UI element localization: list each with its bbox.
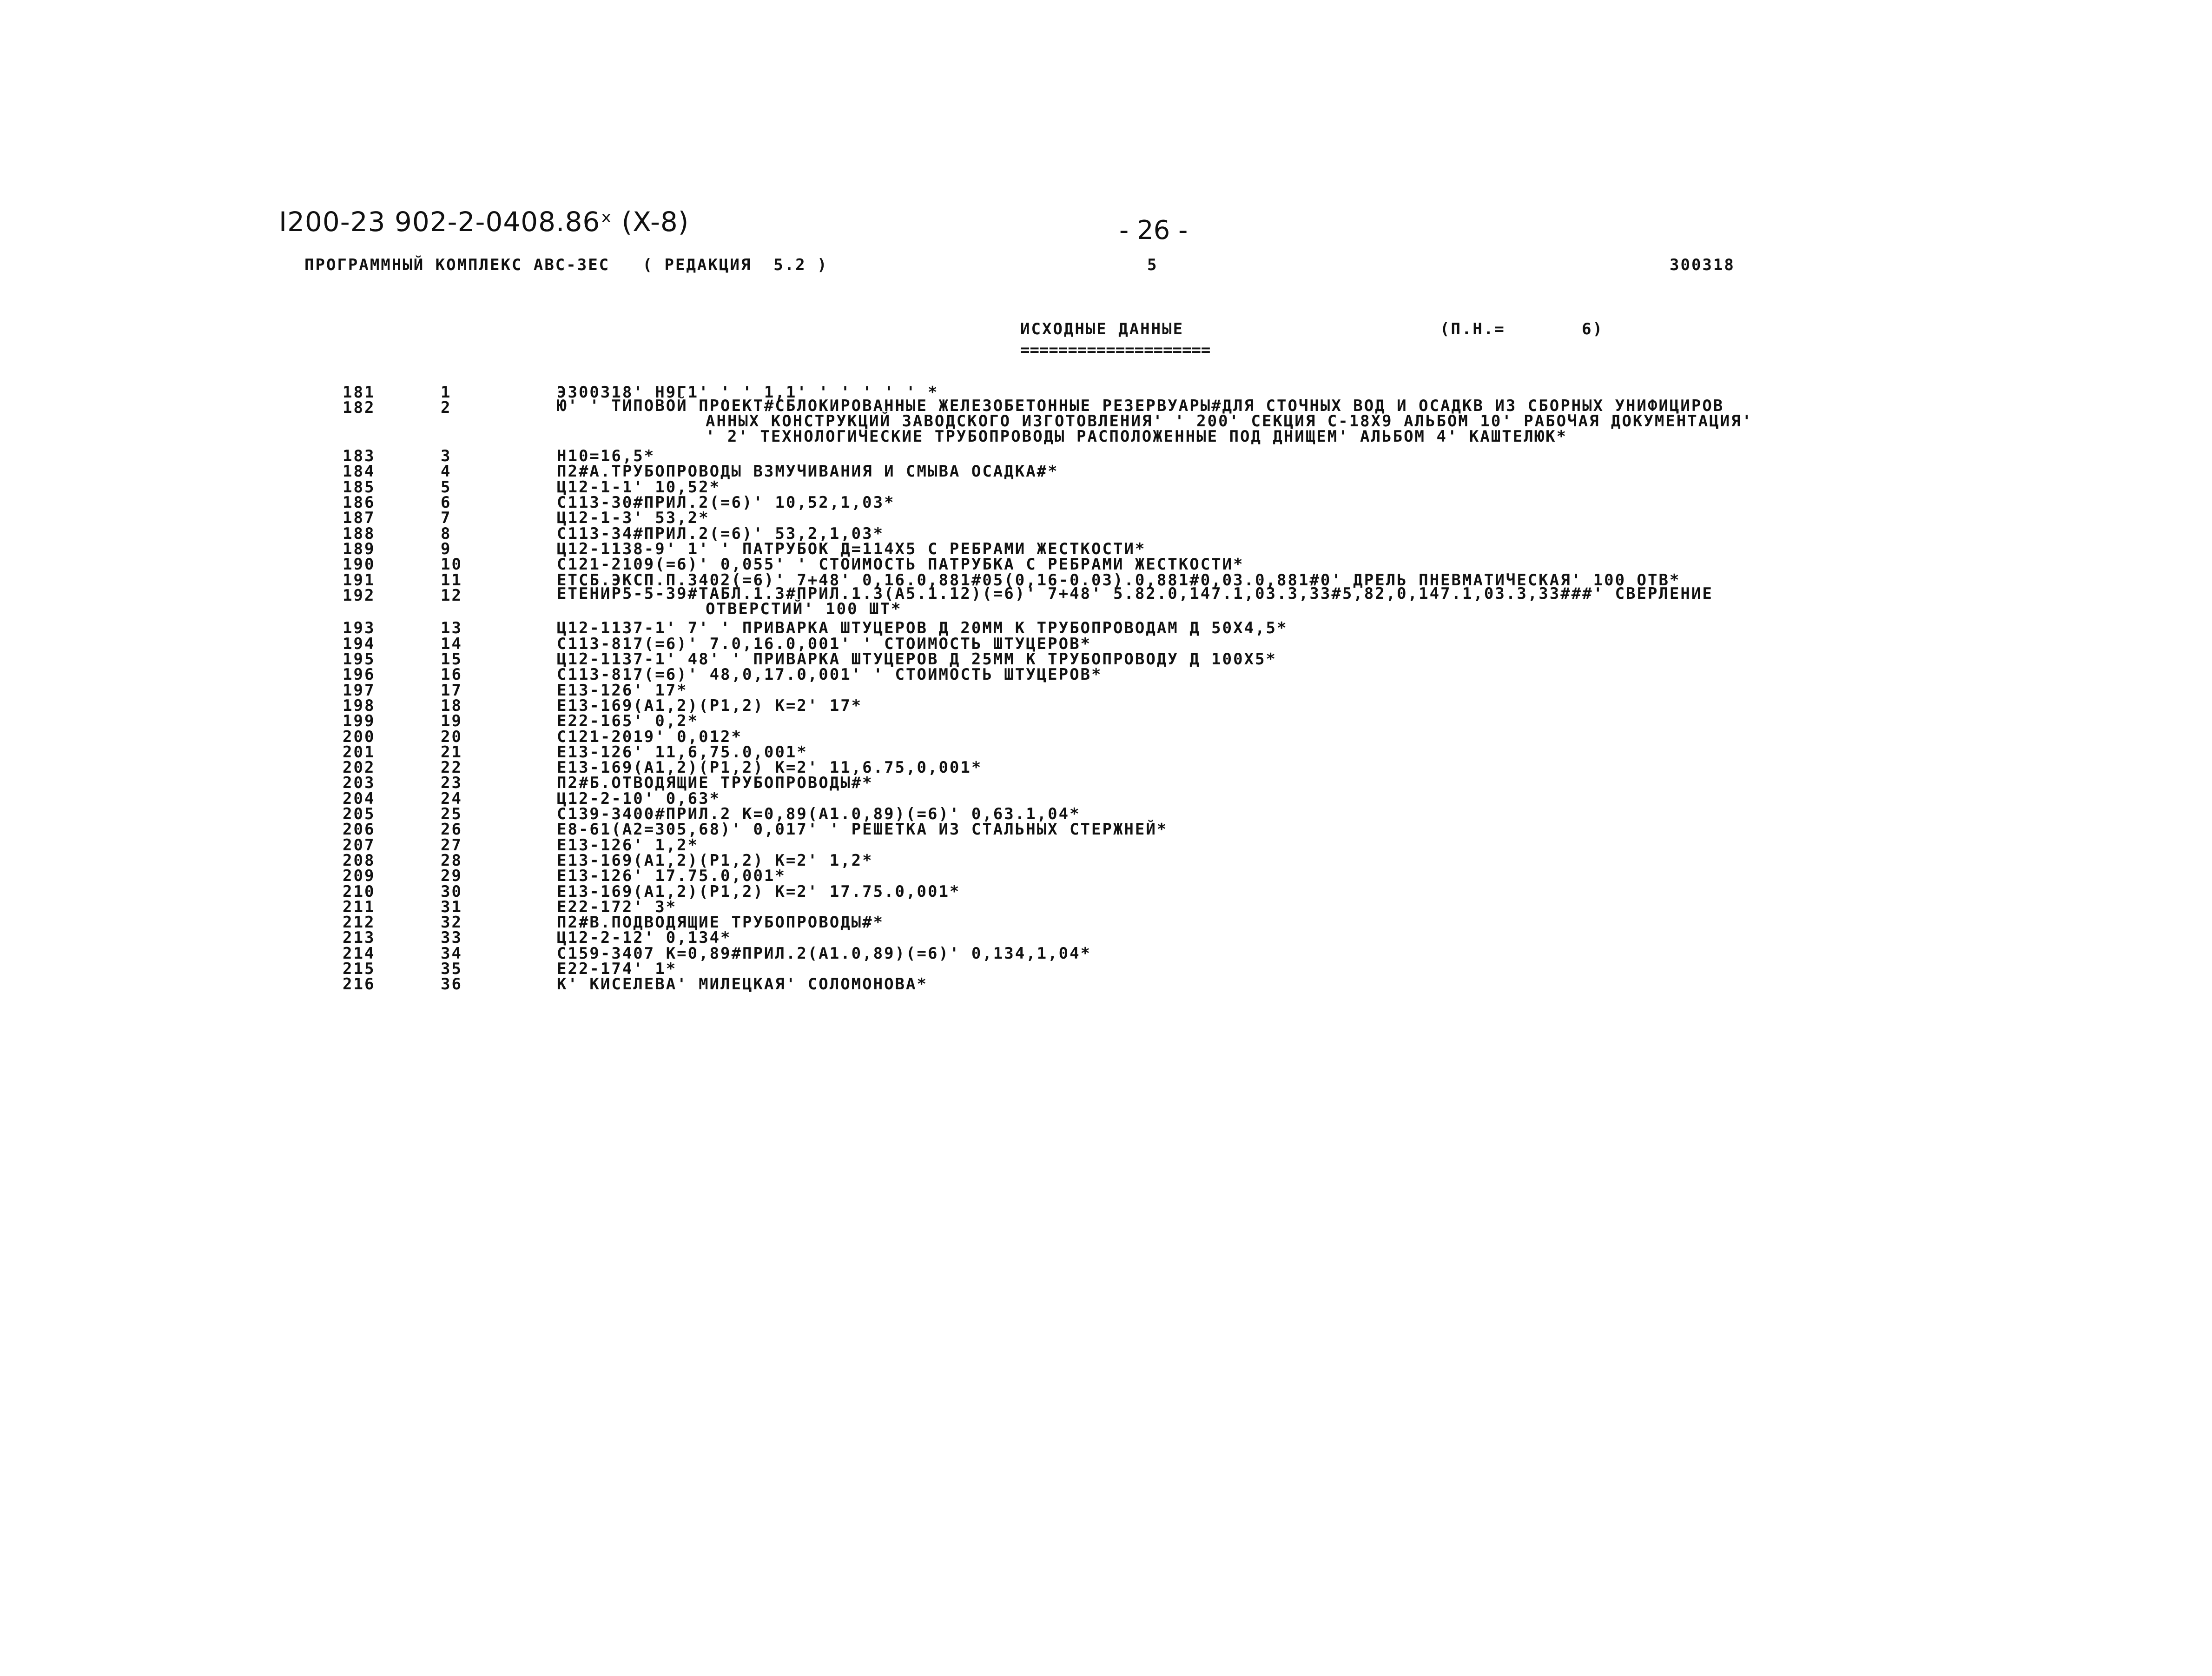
listing-row	[0, 758, 2212, 777]
listing-row	[0, 805, 2212, 824]
row-sequence-number: 191	[343, 570, 376, 590]
row-sequence-number: 194	[343, 634, 376, 653]
row-text-line: Е13-126' 17.75.0,001*	[557, 867, 786, 886]
sheet-number: 5	[1147, 256, 1158, 274]
row-line-number: 13	[441, 619, 462, 638]
row-text-line: С139-3400#ПРИЛ.2 К=0,89(А1.0,89)(=6)' 0,63.1,04*	[557, 805, 1081, 824]
row-sequence-number: 214	[343, 944, 376, 963]
row-sequence-number: 183	[343, 447, 376, 466]
listing-row	[0, 462, 2212, 481]
row-sequence-number: 204	[343, 789, 376, 808]
row-sequence-number: 202	[343, 758, 376, 777]
row-text-continuation: ' 2' ТЕХНОЛОГИЧЕСКИЕ ТРУБОПРОВОДЫ РАСПОЛОЖЕННЫЕ ПОД ДНИЩЕМ' АЛЬБОМ 4' КАШТЕЛЮК*	[706, 427, 1568, 446]
listing-row	[0, 447, 2212, 466]
row-text-line: Е13-126' 1,2*	[557, 835, 699, 855]
row-sequence-number: 192	[343, 586, 376, 605]
row-sequence-number: 199	[343, 712, 376, 731]
row-sequence-number: 193	[343, 619, 376, 638]
row-text-line: Е13-126' 11,6,75.0,001*	[557, 742, 808, 762]
row-line-number: 22	[441, 758, 462, 777]
row-line-number: 9	[441, 539, 452, 558]
listing-row	[0, 555, 2212, 574]
row-text-line: С113-34#ПРИЛ.2(=6)' 53,2,1,03*	[557, 524, 885, 543]
section-pn: (П.Н.= 6)	[1440, 320, 1604, 338]
row-sequence-number: 187	[343, 509, 376, 528]
listing-row	[0, 681, 2212, 700]
listing-row	[0, 619, 2212, 638]
row-line-number: 17	[441, 681, 462, 700]
listing-row	[0, 897, 2212, 916]
listing-row	[0, 586, 2212, 619]
row-sequence-number: 209	[343, 867, 376, 886]
row-sequence-number: 185	[343, 477, 376, 497]
row-line-number: 12	[441, 586, 462, 605]
row-sequence-number: 213	[343, 928, 376, 947]
row-text-line: Ц12-1137-1' 48' ' ПРИВАРКА ШТУЦЕРОВ Д 25ММ К ТРУБОПРОВОДУ Д 100Х5*	[557, 650, 1277, 669]
row-line-number: 23	[441, 774, 462, 793]
listing-row	[0, 742, 2212, 762]
row-sequence-number: 208	[343, 851, 376, 870]
row-text-line: Е13-169(А1,2)(Р1,2) К=2' 11,6.75,0,001*	[557, 758, 983, 777]
row-sequence-number: 186	[343, 493, 376, 512]
row-sequence-number: 211	[343, 897, 376, 916]
row-line-number: 34	[441, 944, 462, 963]
row-line-number: 5	[441, 477, 452, 497]
row-text-continuation: АННЫХ КОНСТРУКЦИЙ ЗАВОДСКОГО ИЗГОТОВЛЕНИЯ' ' 200' СЕКЦИЯ С-18Х9 АЛЬБОМ 10' РАБОЧАЯ ДОКУМЕНТАЦИЯ'	[706, 412, 1753, 431]
row-line-number: 29	[441, 867, 462, 886]
row-sequence-number: 207	[343, 835, 376, 855]
row-text	[557, 975, 928, 994]
listing-row	[0, 477, 2212, 497]
row-sequence-number: 215	[343, 959, 376, 978]
row-text-line: Н10=16,5*	[557, 447, 655, 466]
row-line-number: 19	[441, 712, 462, 731]
object-code: 300318	[1670, 256, 1735, 274]
row-text-line: Е13-169(А1,2)(Р1,2) К=2' 1,2*	[557, 851, 873, 870]
row-line-number: 33	[441, 928, 462, 947]
row-line-number: 7	[441, 509, 452, 528]
row-text-line: Е22-174' 1*	[557, 959, 677, 978]
row-sequence-number: 181	[343, 383, 376, 402]
row-line-number: 11	[441, 570, 462, 590]
row-line-number: 14	[441, 634, 462, 653]
row-text-line: Ц12-1-3' 53,2*	[557, 509, 710, 528]
row-text	[557, 398, 1753, 444]
section-underline: ====================	[1020, 341, 1211, 359]
row-text-line: ЕТЕНИР5-5-39#ТАБЛ.1.3#ПРИЛ.1.3(А5.1.12)(=6)' 7+48' 5.82.0,147.1,03.3,33#5,82,0,147.1,03.3,33###' СВЕРЛЕНИЕ	[557, 584, 1713, 603]
row-line-number: 32	[441, 913, 462, 932]
row-sequence-number: 195	[343, 650, 376, 669]
row-line-number: 1	[441, 383, 452, 402]
row-text-line: С113-817(=6)' 48,0,17.0,001' ' СТОИМОСТЬ ШТУЦЕРОВ*	[557, 665, 1103, 684]
row-line-number: 20	[441, 727, 462, 746]
listing-row	[0, 650, 2212, 669]
row-text-line: Е8-61(А2=305,68)' 0,017' ' РЕШЕТКА ИЗ СТАЛЬНЫХ СТЕРЖНЕЙ*	[557, 820, 1168, 839]
row-text-line: Е13-169(А1,2)(Р1,2) К=2' 17*	[557, 696, 863, 715]
row-line-number: 21	[441, 742, 462, 762]
listing-row	[0, 851, 2212, 870]
row-sequence-number: 189	[343, 539, 376, 558]
row-sequence-number: 210	[343, 882, 376, 901]
listing-row	[0, 867, 2212, 886]
listing-row	[0, 820, 2212, 839]
listing-row	[0, 539, 2212, 558]
listing-row	[0, 509, 2212, 528]
row-line-number: 28	[441, 851, 462, 870]
listing-row	[0, 727, 2212, 746]
row-line-number: 35	[441, 959, 462, 978]
row-line-number: 25	[441, 805, 462, 824]
row-text-line: Ц12-1-1' 10,52*	[557, 477, 721, 497]
listing-row	[0, 696, 2212, 715]
listing-row	[0, 524, 2212, 543]
row-text-line: С121-2109(=6)' 0,055' ' СТОИМОСТЬ ПАТРУБКА С РЕБРАМИ ЖЕСТКОСТИ*	[557, 555, 1244, 574]
listing-row	[0, 634, 2212, 653]
row-text-line: Ц12-1138-9' 1' ' ПАТРУБОК Д=114Х5 С РЕБРАМИ ЖЕСТКОСТИ*	[557, 539, 1146, 558]
row-line-number: 15	[441, 650, 462, 669]
row-text-continuation: ОТВЕРСТИЙ' 100 ШТ*	[706, 599, 902, 618]
row-line-number: 24	[441, 789, 462, 808]
row-line-number: 36	[441, 975, 462, 994]
row-sequence-number: 205	[343, 805, 376, 824]
row-line-number: 26	[441, 820, 462, 839]
listing-row	[0, 665, 2212, 684]
row-line-number: 16	[441, 665, 462, 684]
row-line-number: 30	[441, 882, 462, 901]
row-sequence-number: 216	[343, 975, 376, 994]
row-line-number: 2	[441, 398, 452, 417]
listing-row	[0, 975, 2212, 994]
listing-row	[0, 835, 2212, 855]
row-line-number: 8	[441, 524, 452, 543]
listing-row	[0, 882, 2212, 901]
row-line-number: 18	[441, 696, 462, 715]
row-text-line: С121-2019' 0,012*	[557, 727, 742, 746]
row-sequence-number: 196	[343, 665, 376, 684]
row-text-line: Э300318' Н9Г1' ' ' 1,1' ' ' ' ' ' *	[557, 383, 939, 402]
data-listing	[0, 383, 2212, 994]
row-text-line: Ю' ' ТИПОВОЙ ПРОЕКТ#СБЛОКИРОВАННЫЕ ЖЕЛЕЗОБЕТОННЫЕ РЕЗЕРВУАРЫ#ДЛЯ СТОЧНЫХ ВОД И ОСАДКВ ИЗ СБОРНЫХ УНИФИЦИРОВ	[557, 397, 1724, 416]
program-header: ПРОГРАММНЫЙ КОМПЛЕКС АВС-3ЕС ( РЕДАКЦИЯ 5.2 )	[304, 256, 828, 274]
row-text-line: С159-3407 К=0,89#ПРИЛ.2(А1.0,89)(=6)' 0,134,1,04*	[557, 944, 1092, 963]
row-line-number: 31	[441, 897, 462, 916]
listing-row	[0, 789, 2212, 808]
row-text-line: Е22-165' 0,2*	[557, 712, 699, 731]
listing-row	[0, 928, 2212, 947]
row-sequence-number: 201	[343, 742, 376, 762]
row-sequence-number: 212	[343, 913, 376, 932]
listing-row	[0, 493, 2212, 512]
row-sequence-number: 184	[343, 462, 376, 481]
listing-row	[0, 712, 2212, 731]
row-sequence-number: 206	[343, 820, 376, 839]
row-sequence-number: 197	[343, 681, 376, 700]
listing-row	[0, 774, 2212, 793]
row-text-line: П2#В.ПОДВОДЯЩИЕ ТРУБОПРОВОДЫ#*	[557, 913, 885, 932]
row-text-line: Е13-126' 17*	[557, 681, 688, 700]
row-text-line: Ц12-2-10' 0,63*	[557, 789, 721, 808]
row-sequence-number: 200	[343, 727, 376, 746]
row-text-line: П2#А.ТРУБОПРОВОДЫ ВЗМУЧИВАНИЯ И СМЫВА ОСАДКА#*	[557, 462, 1059, 481]
listing-row	[0, 944, 2212, 963]
row-text-line: П2#Б.ОТВОДЯЩИЕ ТРУБОПРОВОДЫ#*	[557, 774, 873, 793]
section-title: ИСХОДНЫЕ ДАННЫЕ	[1020, 320, 1184, 338]
page-number: - 26 -	[1119, 215, 1188, 245]
row-sequence-number: 203	[343, 774, 376, 793]
listing-row	[0, 959, 2212, 978]
row-sequence-number: 182	[343, 398, 376, 417]
row-line-number: 6	[441, 493, 452, 512]
row-line-number: 10	[441, 555, 462, 574]
row-text-line: ЕТСБ.ЭКСП.П.3402(=6)' 7+48' 0,16.0,881#05(0,16-0.03).0,881#0,03.0,881#0' ДРЕЛЬ ПНЕВМАТИЧЕСКАЯ' 100 ОТВ*	[557, 570, 1681, 590]
document-stamp: I200-23 902-2-0408.86ˣ (X-8)	[279, 206, 689, 238]
row-text-line: Ц12-1137-1' 7' ' ПРИВАРКА ШТУЦЕРОВ Д 20ММ К ТРУБОПРОВОДАМ Д 50Х4,5*	[557, 619, 1288, 638]
listing-row	[0, 398, 2212, 447]
row-line-number: 3	[441, 447, 452, 466]
row-text-line: Ц12-2-12' 0,134*	[557, 928, 732, 947]
row-sequence-number: 190	[343, 555, 376, 574]
row-text	[557, 586, 1713, 617]
row-line-number: 4	[441, 462, 452, 481]
row-sequence-number: 188	[343, 524, 376, 543]
row-text-line: С113-817(=6)' 7.0,16.0,001' ' СТОИМОСТЬ ШТУЦЕРОВ*	[557, 634, 1092, 653]
listing-row	[0, 570, 2212, 590]
row-text-line: С113-30#ПРИЛ.2(=6)' 10,52,1,03*	[557, 493, 895, 512]
row-text-line: Е22-172' 3*	[557, 897, 677, 916]
row-text-line: К' КИСЕЛЕВА' МИЛЕЦКАЯ' СОЛОМОНОВА*	[557, 975, 928, 994]
row-text-line: Е13-169(А1,2)(Р1,2) К=2' 17.75.0,001*	[557, 882, 961, 901]
row-line-number: 27	[441, 835, 462, 855]
row-sequence-number: 198	[343, 696, 376, 715]
listing-row	[0, 913, 2212, 932]
